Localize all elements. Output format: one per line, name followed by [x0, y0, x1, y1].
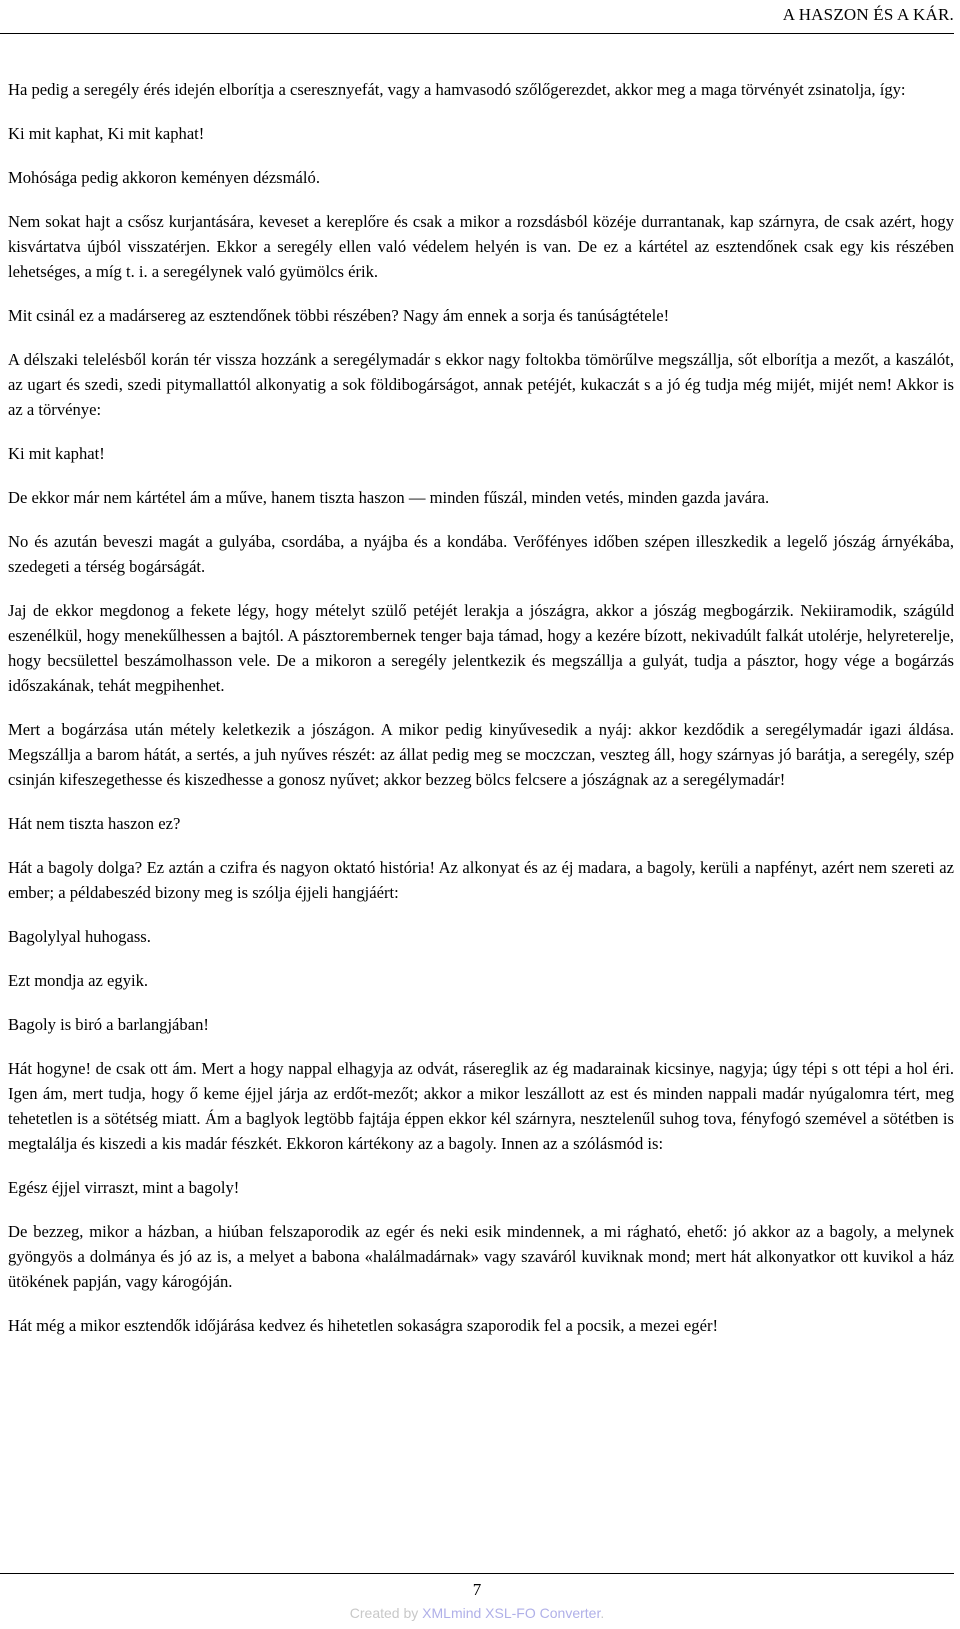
paragraph: Bagoly is biró a barlangjában! — [8, 1015, 209, 1034]
running-title: A HASZON ÉS A KÁR. — [782, 5, 954, 24]
document-body — [8, 77, 954, 1357]
paragraph: No és azután beveszi magát a gulyába, csordába, a nyájba és a kondába. Verőfényes időben szépen illeszkedik a legelő jószág árnyékába, szedegeti a térség bogárságát. — [8, 532, 954, 576]
paragraph: Mert a bogárzása után métely keletkezik a jószágon. A mikor pedig kinyűvesedik a nyáj: akkor kezdődik a seregélymadár igazi áldása. Megszállja a barom hátát, a sertés, a juh nyűves részét: az állat pedig meg se moczczan, veszteg áll, hogy szárnyas jó barátja, a seregély, szép csinján kifeszegethesse és kiszedhesse a gonosz nyűvet; akkor bezzeg bölcs felcsere a jószágnak az a seregélymadár! — [8, 720, 954, 789]
paragraph: De bezzeg, mikor a házban, a hiúban felszaporodik az egér és neki esik mindennek, a mi rágható, ehető: jó akkor az a bagoly, a melynek gyöngyös a dolmánya és jó az is, a melyet a babona «halálmadárnak» vagy szaváról kuviknak mond; mert hát alkonyatkor ott kuvikol a ház ütökének papján, vagy károgóján. — [8, 1222, 954, 1291]
generator-suffix: . — [600, 1605, 605, 1621]
paragraph: Hát hogyne! de csak ott ám. Mert a hogy nappal elhagyja az odvát, rásereglik az ég madarainak kicsinye, nagyja; úgy tépi s ott tépi a hol éri. Igen ám, mert tudja, hogy ő keme éjjel járja az erdőt-mezőt; akkor a mikor leszállott az est és minden nappali madár nyúgalomra tért, meg tehetetlen is a sötétség miatt. Ám a baglyok legtöbb fajtája éppen ekkor kél szárnyra, nesztelenűl suhog tova, fényfogó szemével a sötétben is megtalálja és kiszedi a kis madár fészkét. Ekkoron kártékony az a bagoly. Innen az a szólásmód is: — [8, 1059, 954, 1153]
paragraph: Egész éjjel virraszt, mint a bagoly! — [8, 1178, 240, 1197]
paragraph: Hát a bagoly dolga? Ez aztán a czifra és nagyon oktató história! Az alkonyat és az éj madara, a bagoly, kerüli a napfényt, azért nem szereti az ember; a példabeszéd bizony meg is szólja éjjeli hangjáért: — [8, 858, 954, 902]
generator-tool-link[interactable]: XMLmind XSL-FO Converter — [422, 1605, 601, 1621]
paragraph: Ki mit kaphat, Ki mit kaphat! — [8, 124, 205, 143]
paragraph: Hát nem tiszta haszon ez? — [8, 814, 181, 833]
generator-prefix: Created by — [349, 1605, 423, 1621]
paragraph: Mohósága pedig akkoron keményen dézsmáló. — [8, 168, 320, 187]
paragraph: Ki mit kaphat! — [8, 444, 105, 463]
paragraph: Hát még a mikor esztendők időjárása kedvez és hihetetlen sokaságra szaporodik fel a pocsik, a mezei egér! — [8, 1316, 719, 1335]
paragraph: Jaj de ekkor megdonog a fekete légy, hogy mételyt szülő petéjét lerakja a jószágra, akkor a jószág megbogárzik. Nekiiramodik, szágúld eszenélkül, hogy menekűlhessen a bajtól. A pásztorembernek tenger baja támad, hogy a kezére bízott, nekivadúlt falkát utolérje, helyreterelje, hogy becsülettel beszámolhasson vele. De a mikoron a seregély jelentkezik és megszállja a gulyát, tudja a pásztor, hogy vége a bogárzás időszakának, tehát megpihenhet. — [8, 601, 954, 695]
page-number: 7 — [472, 1580, 482, 1599]
paragraph: Ezt mondja az egyik. — [8, 971, 149, 990]
paragraph: Bagolylyal huhogass. — [8, 927, 151, 946]
paragraph: Mit csinál ez a madársereg az esztendőnek többi részében? Nagy ám ennek a sorja és tanúságtétele! — [8, 306, 670, 325]
page-footer-rule — [0, 1573, 954, 1574]
generator-credit — [0, 1605, 954, 1621]
paragraph: Ha pedig a seregély érés idején elborítja a cseresznyefát, vagy a hamvasodó szőlőgerezdet, akkor meg a maga törvényét zsinatolja, így: — [8, 80, 906, 99]
paragraph: Nem sokat hajt a csősz kurjantására, keveset a kereplőre és csak a mikor a rozsdásból közéje durrantanak, kap szárnyra, de csak azért, hogy kisvártatva újból visszatérjen. Ekkor a seregély ellen való védelem helyén is van. De ez a kártétel az esztendőnek csak egy kis részében lehetséges, a míg t. i. a seregélynek való gyümölcs érik. — [8, 212, 954, 281]
paragraph: A délszaki telelésből korán tér vissza hozzánk a seregélymadár s ekkor nagy foltokba tömörűlve megszállja, sőt elborítja a mezőt, a kaszálót, az ugart és szedi, szedi pitymallattól alkonyatig a sok földibogárságot, annak petéjét, kukaczát s a jó ég tudja még mijét, mijét nem! Akkor is az a törvénye: — [8, 350, 954, 419]
page-header — [0, 0, 954, 34]
paragraph: De ekkor már nem kártétel ám a műve, hanem tiszta haszon — minden fűszál, minden vetés, minden gazda javára. — [8, 488, 770, 507]
